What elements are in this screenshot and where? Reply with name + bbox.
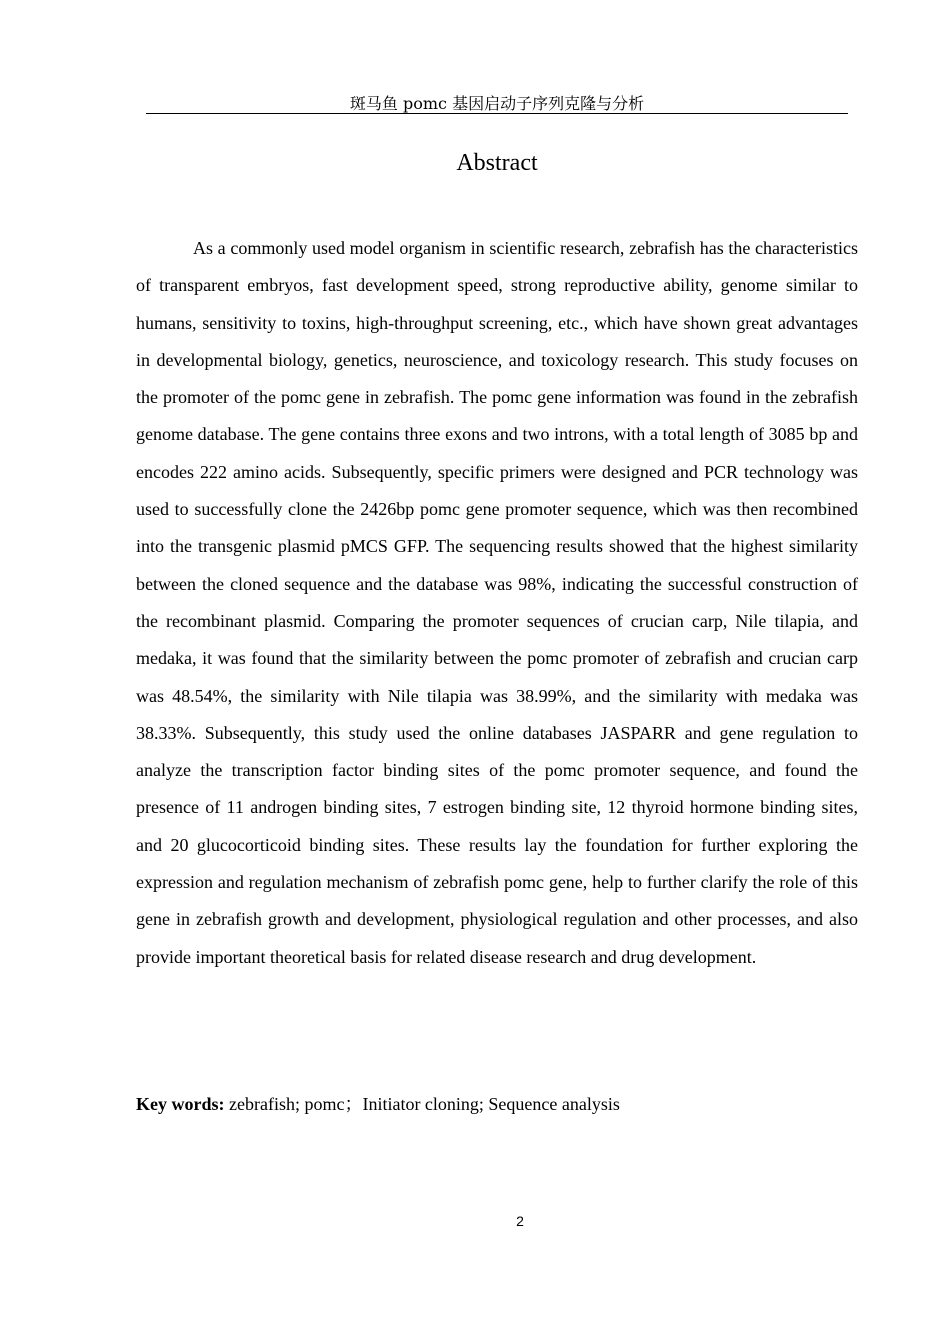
abstract-paragraph: As a commonly used model organism in scientific research, zebrafish has the characteristics of transparent embryos, fast development speed, strong reproductive ability, genome similar to humans, sensitivity to toxins, high-throughput screening, etc., which have shown great advantages in developmental biology, genetics, neuroscience, and toxicology research. This study focuses on the promoter of the pomc gene in zebrafish. The pomc gene information was found in the zebrafish genome database. The gene contains three exons and two introns, with a total length of 3085 bp and encodes 222 amino acids. Subsequently, specific primers were designed and PCR technology was used to successfully clone the 2426bp pomc gene promoter sequence, which was then recombined into the transgenic plasmid pMCS GFP. The sequencing results showed that the highest similarity between the cloned sequence and the database was 98%, indicating the successful construction of the recombinant plasmid. Comparing the promoter sequences of crucian carp, Nile tilapia, and medaka, it was found that the similarity between the pomc promoter of zebrafish and crucian carp was 48.54%, the similarity with Nile tilapia was 38.99%, and the similarity with medaka was 38.33%. Subsequently, this study used the online databases JASPARR and gene regulation to analyze the transcription factor binding sites of the pomc promoter sequence, and found the presence of 11 androgen binding sites, 7 estrogen binding site, 12 thyroid hormone binding sites, and 20 glucocorticoid binding sites. These results lay the foundation for further exploring the expression and regulation mechanism of zebrafish pomc gene, help to further clarify the role of this gene in zebrafish growth and development, physiological regulation and other processes, and also provide important theoretical basis for related disease research and drug development. <box>136 238 858 967</box>
keywords-line <box>136 1090 858 1118</box>
header-divider <box>146 113 848 114</box>
keywords-label: Key words: <box>136 1094 225 1114</box>
running-header: 斑马鱼 pomc 基因启动子序列克隆与分析 <box>349 94 645 113</box>
keywords-text: zebrafish; pomc；Initiator cloning; Sequence analysis <box>224 1094 620 1114</box>
page-number: 2 <box>516 1213 524 1229</box>
page-title: Abstract <box>456 150 538 176</box>
